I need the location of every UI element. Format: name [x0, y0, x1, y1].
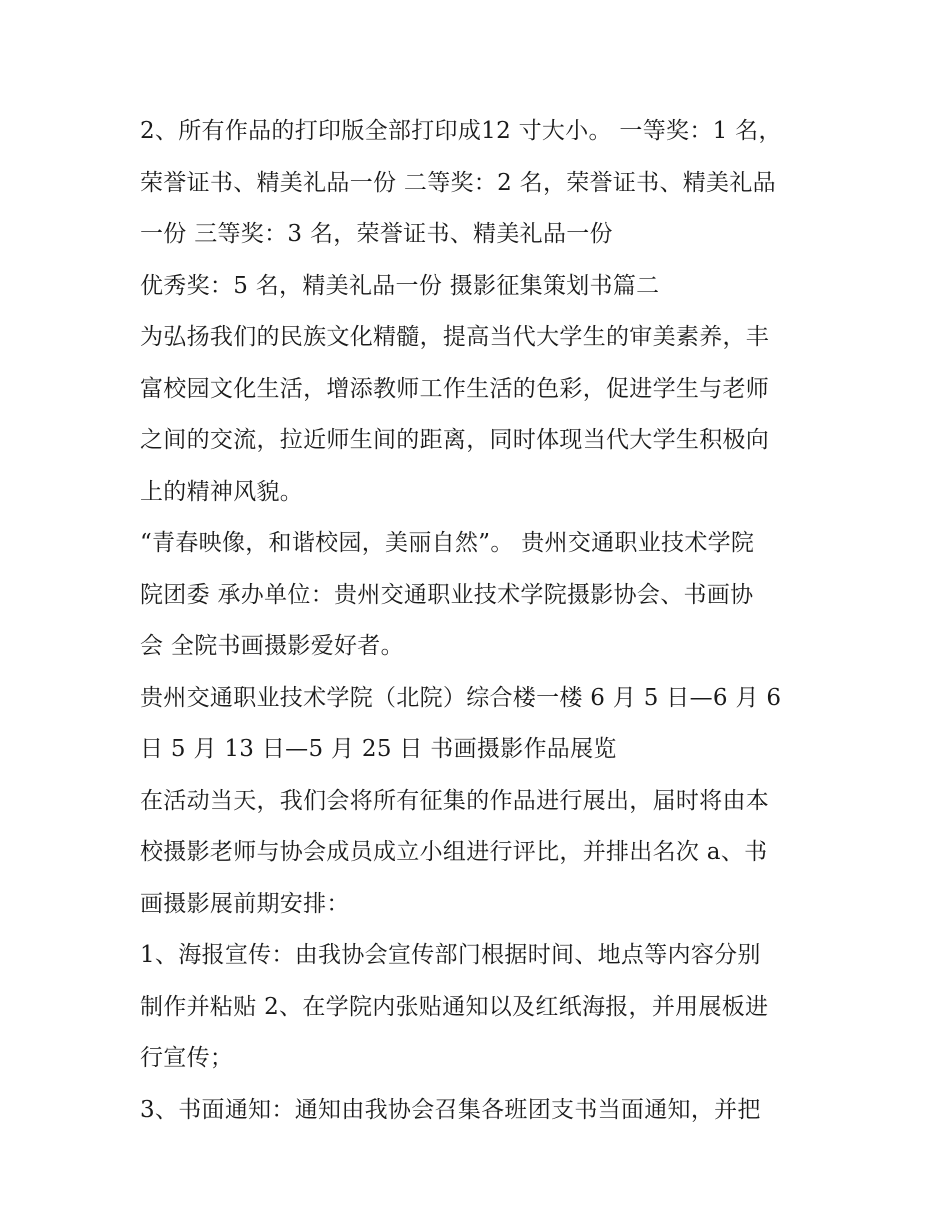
text-line: 富校园文化生活，增添教师工作生活的色彩，促进学生与老师 [140, 375, 770, 402]
text-line: 行宣传； [140, 1045, 234, 1071]
text-line: 制作并粘贴 2、在学院内张贴通知以及红纸海报，并用展板进 [140, 993, 769, 1020]
text-line: 一份 三等奖：3 名，荣誉证书、精美礼品一份 [140, 221, 613, 247]
text-line: 校摄影老师与协会成员成立小组进行评比，并排出名次 a、书 [140, 839, 768, 865]
text-line: 2、所有作品的打印版全部打印成12 寸大小。 一等奖：1 名， [140, 118, 782, 144]
text-line: 日 5 月 13 日—5 月 25 日 书画摄影作品展览 [140, 736, 617, 762]
text-line: 院团委 承办单位：贵州交通职业技术学院摄影协会、书画协 [140, 581, 754, 608]
text-line: “青春映像，和谐校园，美丽自然”。 贵州交通职业技术学院 [140, 530, 755, 556]
text-line: 贵州交通职业技术学院（北院）综合楼一楼 6 月 5 日—6 月 6 [140, 684, 782, 711]
text-line: 上的精神风貌。 [140, 478, 304, 505]
text-line: 为弘扬我们的民族文化精髓，提高当代大学生的审美素养，丰 [140, 324, 770, 350]
text-line: 画摄影展前期安排： [140, 890, 350, 917]
text-line: 1、海报宣传：由我协会宣传部门根据时间、地点等内容分别 [140, 942, 761, 968]
text-line: 在活动当天，我们会将所有征集的作品进行展出，届时将由本 [140, 787, 770, 814]
text-line: 之间的交流，拉近师生间的距离，同时体现当代大学生积极向 [140, 427, 770, 453]
text-line: 荣誉证书、精美礼品一份 二等奖：2 名，荣誉证书、精美礼品 [140, 169, 776, 196]
text-line: 优秀奖：5 名，精美礼品一份 摄影征集策划书篇二 [140, 272, 660, 299]
text-line: 3、书面通知：通知由我协会召集各班团支书当面通知，并把 [140, 1096, 761, 1123]
text-line: 会 全院书画摄影爱好者。 [140, 633, 404, 659]
document-body [140, 106, 820, 1136]
